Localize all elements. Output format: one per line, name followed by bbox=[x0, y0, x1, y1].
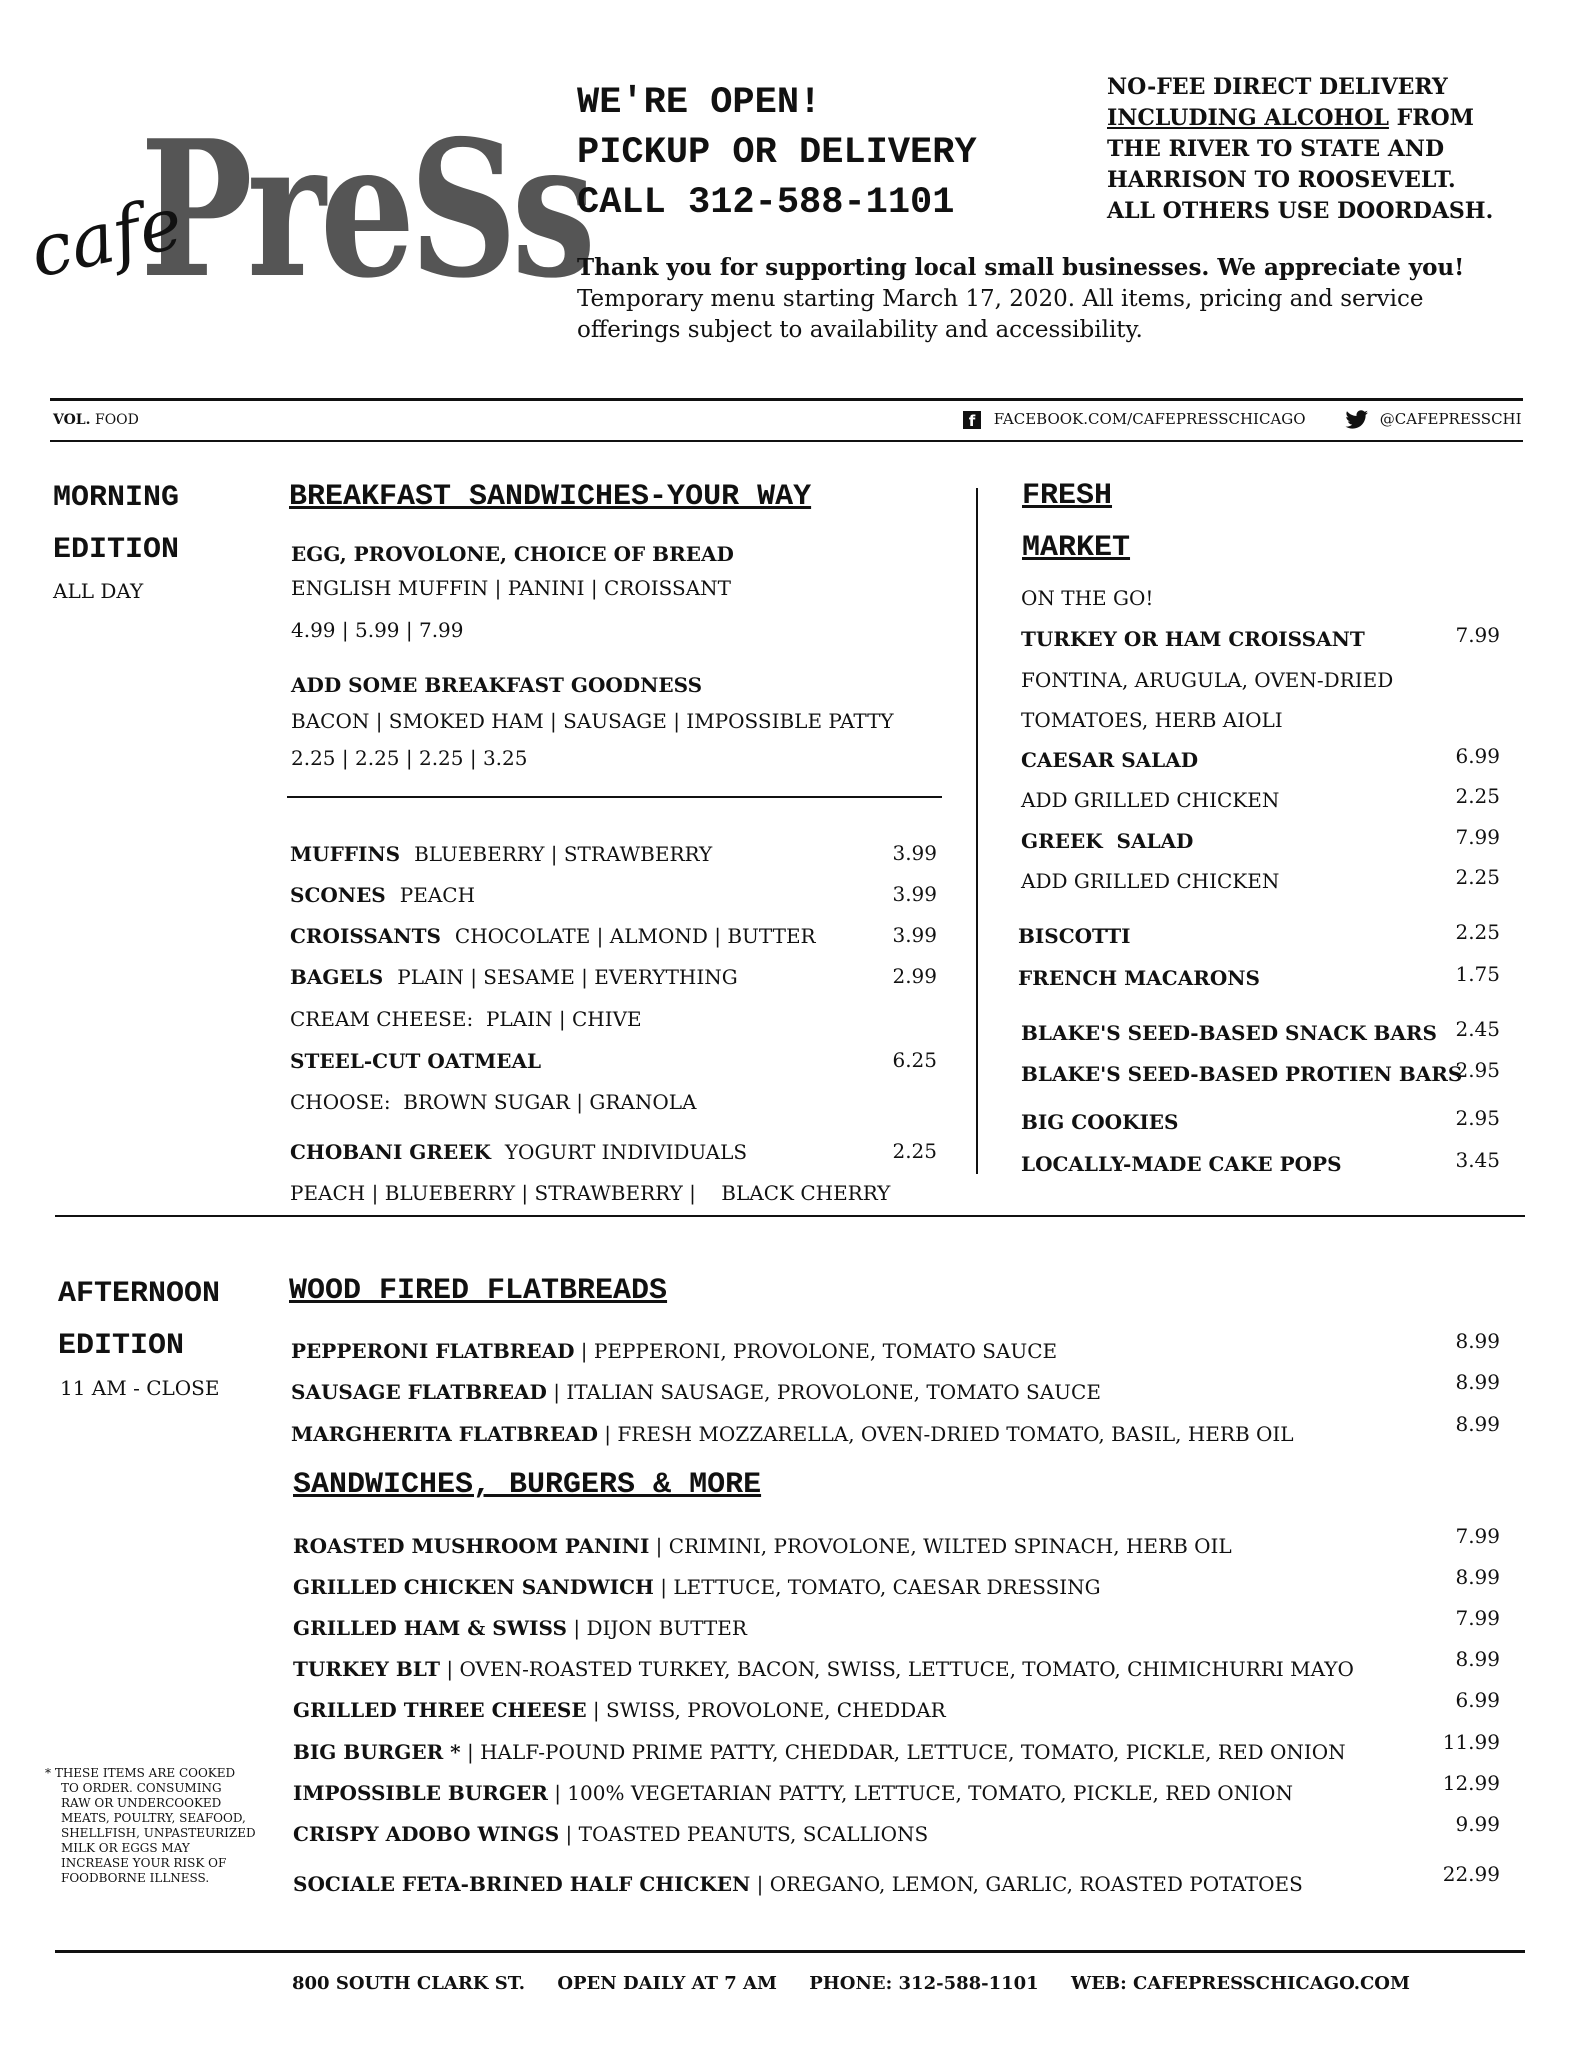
flatbread-item-desc: | PEPPERONI, PROVOLONE, TOMATO SAUCE bbox=[574, 1339, 1058, 1363]
header-line-open: WE'RE OPEN! bbox=[577, 82, 822, 124]
market-item bbox=[1021, 1021, 1437, 1045]
sandwich-item-price: 12.99 bbox=[1442, 1771, 1500, 1795]
facebook-url: FACEBOOK.COM/CAFEPRESSCHICAGO bbox=[993, 410, 1306, 428]
market-item-price: 7.99 bbox=[1455, 623, 1500, 647]
market-item-desc: ADD GRILLED CHICKEN bbox=[1021, 788, 1280, 812]
bakery-item-name: STEEL-CUT OATMEAL bbox=[290, 1049, 542, 1073]
bakery-item-desc: YOGURT INDIVIDUALS bbox=[504, 1140, 748, 1164]
sandwich-item bbox=[293, 1698, 946, 1722]
market-item-name: BISCOTTI bbox=[1018, 924, 1131, 948]
afternoon-title-line-2: EDITION bbox=[58, 1329, 185, 1363]
twitter-icon bbox=[1345, 410, 1369, 430]
sandwich-item-name: GRILLED CHICKEN SANDWICH bbox=[293, 1575, 654, 1599]
sandwich-item-name: CRISPY ADOBO WINGS bbox=[293, 1822, 560, 1846]
sandwich-item-desc: | TOASTED PEANUTS, SCALLIONS bbox=[559, 1822, 929, 1846]
sandwich-item-price: 7.99 bbox=[1455, 1606, 1500, 1630]
bakery-item-desc: PLAIN | SESAME | EVERYTHING bbox=[397, 965, 738, 989]
breakfast-heading: EGG, PROVOLONE, CHOICE OF BREAD bbox=[291, 542, 734, 566]
afternoon-hours: 11 AM - CLOSE bbox=[60, 1376, 220, 1400]
market-item-price: 1.75 bbox=[1455, 962, 1500, 986]
market-item bbox=[1018, 924, 1130, 948]
market-item-desc: TOMATOES, HERB AIOLI bbox=[1021, 708, 1283, 732]
market-item-name: BIG COOKIES bbox=[1021, 1110, 1179, 1134]
delivery-line-1: NO-FEE DIRECT DELIVERY bbox=[1107, 74, 1448, 100]
market-subtitle: ON THE GO! bbox=[1021, 586, 1154, 610]
addon-prices: 2.25 | 2.25 | 2.25 | 3.25 bbox=[291, 746, 528, 770]
sandwiches-section-title: SANDWICHES, BURGERS & MORE bbox=[293, 1468, 762, 1502]
sandwich-item-name: ROASTED MUSHROOM PANINI bbox=[293, 1534, 650, 1558]
bakery-item bbox=[290, 1140, 747, 1164]
logo bbox=[22, 100, 591, 330]
bakery-item-desc: CHOCOLATE | ALMOND | BUTTER bbox=[454, 924, 816, 948]
sandwich-item bbox=[293, 1657, 1354, 1681]
sandwich-item-desc: | OREGANO, LEMON, GARLIC, ROASTED POTATOES bbox=[750, 1872, 1303, 1896]
delivery-from: FROM bbox=[1388, 105, 1474, 131]
market-item bbox=[1021, 1062, 1462, 1086]
breakfast-section-title: BREAKFAST SANDWICHES-YOUR WAY bbox=[289, 480, 812, 514]
twitter-handle: @CAFEPRESSCHI bbox=[1379, 410, 1522, 428]
bakery-item-name: SCONES bbox=[290, 883, 386, 907]
market-item-price: 3.45 bbox=[1455, 1148, 1500, 1172]
bakery-item bbox=[290, 883, 475, 907]
bakery-item-desc: PEACH | BLUEBERRY | STRAWBERRY | BLACK CHERRY bbox=[290, 1181, 891, 1205]
sandwich-item-desc: | SWISS, PROVOLONE, CHEDDAR bbox=[586, 1698, 946, 1722]
market-title bbox=[1022, 470, 1130, 574]
bakery-item-name: CHOBANI GREEK bbox=[290, 1140, 491, 1164]
masthead-top-rule bbox=[50, 398, 1523, 401]
sandwich-item-price: 11.99 bbox=[1442, 1730, 1500, 1754]
breakfast-breads: ENGLISH MUFFIN | PANINI | CROISSANT bbox=[291, 576, 732, 600]
facebook-link[interactable] bbox=[963, 410, 1306, 429]
market-item bbox=[1021, 708, 1283, 732]
logo-script: cafe bbox=[22, 180, 190, 294]
sandwich-item-price: 6.99 bbox=[1455, 1688, 1500, 1712]
market-item bbox=[1021, 788, 1279, 812]
market-item bbox=[1018, 966, 1260, 990]
sandwich-item-price: 7.99 bbox=[1455, 1524, 1500, 1548]
market-item-price: 2.95 bbox=[1455, 1106, 1500, 1130]
morning-title-line-2: EDITION bbox=[53, 533, 180, 567]
market-item-desc: ADD GRILLED CHICKEN bbox=[1021, 869, 1280, 893]
footnote-line: * THESE ITEMS ARE COOKED bbox=[45, 1766, 236, 1780]
market-item bbox=[1021, 748, 1198, 772]
footer-hours: OPEN DAILY AT 7 AM bbox=[557, 1973, 777, 1994]
logo-main: PreSs bbox=[140, 100, 591, 320]
sandwich-item bbox=[293, 1781, 1293, 1805]
market-item-price: 2.25 bbox=[1455, 865, 1500, 889]
temporary-notice bbox=[577, 284, 1423, 346]
facebook-icon: f bbox=[963, 411, 981, 429]
morning-hours: ALL DAY bbox=[53, 579, 144, 603]
market-item-desc: FONTINA, ARUGULA, OVEN-DRIED bbox=[1021, 668, 1394, 692]
sandwich-item bbox=[293, 1822, 928, 1846]
footnote-line: RAW OR UNDERCOOKED bbox=[61, 1796, 222, 1810]
footer-bar bbox=[292, 1973, 1410, 1994]
footnote-line: INCREASE YOUR RISK OF bbox=[61, 1856, 227, 1870]
market-item bbox=[1021, 627, 1365, 651]
masthead-bottom-rule bbox=[50, 440, 1523, 442]
bakery-item bbox=[290, 965, 738, 989]
addon-heading: ADD SOME BREAKFAST GOODNESS bbox=[291, 673, 703, 697]
breakfast-divider bbox=[287, 796, 942, 798]
flatbread-item-name: SAUSAGE FLATBREAD bbox=[291, 1380, 547, 1404]
flatbread-item-price: 8.99 bbox=[1455, 1370, 1500, 1394]
market-item bbox=[1021, 869, 1279, 893]
sandwich-item-desc: | OVEN-ROASTED TURKEY, BACON, SWISS, LETTUCE, TOMATO, CHIMICHURRI MAYO bbox=[440, 1657, 1354, 1681]
twitter-link[interactable] bbox=[1345, 410, 1522, 430]
flatbread-item bbox=[291, 1339, 1057, 1363]
market-item-name: GREEK SALAD bbox=[1021, 829, 1194, 853]
footnote-line: MEATS, POULTRY, SEAFOOD, bbox=[61, 1811, 246, 1825]
flatbread-item-name: MARGHERITA FLATBREAD bbox=[291, 1422, 598, 1446]
bakery-item-price: 6.25 bbox=[892, 1048, 937, 1072]
sandwich-item-price: 8.99 bbox=[1455, 1647, 1500, 1671]
sandwich-item bbox=[293, 1575, 1101, 1599]
sandwich-item-desc: | LETTUCE, TOMATO, CAESAR DRESSING bbox=[653, 1575, 1101, 1599]
delivery-notice bbox=[1107, 72, 1493, 227]
flatbread-item-price: 8.99 bbox=[1455, 1412, 1500, 1436]
thanks-text: Thank you for supporting local small businesses. We appreciate you! bbox=[577, 254, 1465, 281]
market-item-price: 2.45 bbox=[1455, 1017, 1500, 1041]
header-open bbox=[577, 78, 977, 228]
delivery-alcohol: INCLUDING ALCOHOL bbox=[1107, 105, 1389, 131]
flatbread-item-price: 8.99 bbox=[1455, 1329, 1500, 1353]
bakery-item-desc: CHOOSE: BROWN SUGAR | GRANOLA bbox=[290, 1090, 697, 1114]
delivery-line-3: THE RIVER TO STATE AND bbox=[1107, 136, 1445, 162]
market-item-name: TURKEY OR HAM CROISSANT bbox=[1021, 627, 1365, 651]
footer-address: 800 SOUTH CLARK ST. bbox=[292, 1973, 526, 1994]
addon-list: BACON | SMOKED HAM | SAUSAGE | IMPOSSIBLE PATTY bbox=[291, 709, 894, 733]
market-item-price: 2.95 bbox=[1455, 1058, 1500, 1082]
temporary-line-2: offerings subject to availability and accessibility. bbox=[577, 317, 1143, 343]
bakery-item-desc: PEACH bbox=[399, 883, 476, 907]
morning-bottom-rule bbox=[55, 1215, 1525, 1217]
raw-food-footnote bbox=[45, 1766, 256, 1886]
flatbread-item-name: PEPPERONI FLATBREAD bbox=[291, 1339, 575, 1363]
sandwich-item-name: TURKEY BLT bbox=[293, 1657, 441, 1681]
vol-value: FOOD bbox=[94, 412, 139, 428]
market-item-name: BLAKE'S SEED-BASED SNACK BARS bbox=[1021, 1021, 1437, 1045]
bakery-item-price: 3.99 bbox=[892, 841, 937, 865]
market-item bbox=[1021, 829, 1193, 853]
breakfast-prices: 4.99 | 5.99 | 7.99 bbox=[291, 618, 464, 642]
flatbread-item bbox=[291, 1380, 1101, 1404]
delivery-line-4: HARRISON TO ROOSEVELT. bbox=[1107, 167, 1456, 193]
sandwich-item-name: BIG BURGER * bbox=[293, 1740, 461, 1764]
sandwich-item-name: GRILLED HAM & SWISS bbox=[293, 1616, 567, 1640]
market-item bbox=[1021, 1110, 1179, 1134]
market-item-price: 2.25 bbox=[1455, 920, 1500, 944]
footer-web[interactable]: WEB: CAFEPRESSCHICAGO.COM bbox=[1071, 1973, 1410, 1994]
delivery-line-2 bbox=[1107, 103, 1493, 134]
market-item bbox=[1021, 1152, 1342, 1176]
bakery-item-desc: BLUEBERRY | STRAWBERRY bbox=[414, 842, 713, 866]
footnote-line: MILK OR EGGS MAY bbox=[61, 1841, 190, 1855]
market-item bbox=[1021, 668, 1393, 692]
sandwich-item-desc: | HALF-POUND PRIME PATTY, CHEDDAR, LETTUCE, TOMATO, PICKLE, RED ONION bbox=[460, 1740, 1346, 1764]
sandwich-item-desc: | DIJON BUTTER bbox=[566, 1616, 747, 1640]
sandwich-item bbox=[293, 1740, 1346, 1764]
bakery-item bbox=[290, 1007, 642, 1031]
market-item-name: LOCALLY-MADE CAKE POPS bbox=[1021, 1152, 1342, 1176]
bakery-item-price: 2.25 bbox=[892, 1139, 937, 1163]
sandwich-item-name: IMPOSSIBLE BURGER bbox=[293, 1781, 548, 1805]
bakery-item bbox=[290, 1049, 555, 1073]
vol-prefix: VOL. bbox=[53, 412, 91, 428]
header-line-pickup: PICKUP OR DELIVERY bbox=[577, 132, 977, 174]
bakery-item bbox=[290, 1181, 890, 1205]
flatbread-item bbox=[291, 1422, 1294, 1446]
flatbread-item-desc: | FRESH MOZZARELLA, OVEN-DRIED TOMATO, BASIL, HERB OIL bbox=[597, 1422, 1294, 1446]
sandwich-item-name: GRILLED THREE CHEESE bbox=[293, 1698, 587, 1722]
market-item-price: 7.99 bbox=[1455, 825, 1500, 849]
bakery-item-name: MUFFINS bbox=[290, 842, 401, 866]
afternoon-edition-title bbox=[58, 1268, 220, 1372]
column-divider bbox=[976, 488, 978, 1174]
market-item-price: 2.25 bbox=[1455, 784, 1500, 808]
delivery-line-5: ALL OTHERS USE DOORDASH. bbox=[1107, 198, 1494, 224]
bakery-item-name: BAGELS bbox=[290, 965, 384, 989]
vol-label bbox=[53, 412, 139, 428]
bakery-item-price: 3.99 bbox=[892, 882, 937, 906]
footer-phone: PHONE: 312-588-1101 bbox=[809, 1973, 1039, 1994]
sandwich-item-name: SOCIALE FETA-BRINED HALF CHICKEN bbox=[293, 1872, 751, 1896]
morning-title-line-1: MORNING bbox=[53, 481, 180, 515]
bakery-item bbox=[290, 1090, 696, 1114]
flatbreads-section-title: WOOD FIRED FLATBREADS bbox=[289, 1274, 668, 1308]
footnote-line: SHELLFISH, UNPASTEURIZED bbox=[61, 1826, 256, 1840]
afternoon-title-line-1: AFTERNOON bbox=[58, 1277, 221, 1311]
sandwich-item bbox=[293, 1534, 1232, 1558]
morning-edition-title bbox=[53, 472, 179, 576]
bakery-item bbox=[290, 924, 816, 948]
header-line-call: CALL 312-588-1101 bbox=[577, 182, 955, 224]
sandwich-item-desc: | CRIMINI, PROVOLONE, WILTED SPINACH, HERB OIL bbox=[649, 1534, 1232, 1558]
market-item-name: BLAKE'S SEED-BASED PROTIEN BARS bbox=[1021, 1062, 1463, 1086]
sandwich-item-desc: | 100% VEGETARIAN PATTY, LETTUCE, TOMATO, PICKLE, RED ONION bbox=[547, 1781, 1293, 1805]
bakery-item-price: 2.99 bbox=[892, 964, 937, 988]
bakery-item-name: CROISSANTS bbox=[290, 924, 441, 948]
sandwich-item-price: 8.99 bbox=[1455, 1565, 1500, 1589]
market-item-name: CAESAR SALAD bbox=[1021, 748, 1199, 772]
sandwich-item-price: 22.99 bbox=[1442, 1862, 1500, 1886]
market-item-name: FRENCH MACARONS bbox=[1018, 966, 1260, 990]
sandwich-item bbox=[293, 1872, 1303, 1896]
bakery-item bbox=[290, 842, 712, 866]
market-title-line-1: FRESH bbox=[1022, 479, 1113, 513]
bakery-item-desc: CREAM CHEESE: PLAIN | CHIVE bbox=[290, 1007, 642, 1031]
sandwich-item-price: 9.99 bbox=[1455, 1812, 1500, 1836]
footnote-line: FOODBORNE ILLNESS. bbox=[61, 1871, 210, 1885]
market-item-price: 6.99 bbox=[1455, 744, 1500, 768]
flatbread-item-desc: | ITALIAN SAUSAGE, PROVOLONE, TOMATO SAUCE bbox=[546, 1380, 1101, 1404]
sandwich-item bbox=[293, 1616, 747, 1640]
footnote-line: TO ORDER. CONSUMING bbox=[61, 1781, 222, 1795]
temporary-line-1: Temporary menu starting March 17, 2020. All items, pricing and service bbox=[577, 286, 1424, 312]
bakery-item-price: 3.99 bbox=[892, 923, 937, 947]
footer-rule bbox=[55, 1950, 1525, 1953]
market-title-line-2: MARKET bbox=[1022, 531, 1131, 565]
